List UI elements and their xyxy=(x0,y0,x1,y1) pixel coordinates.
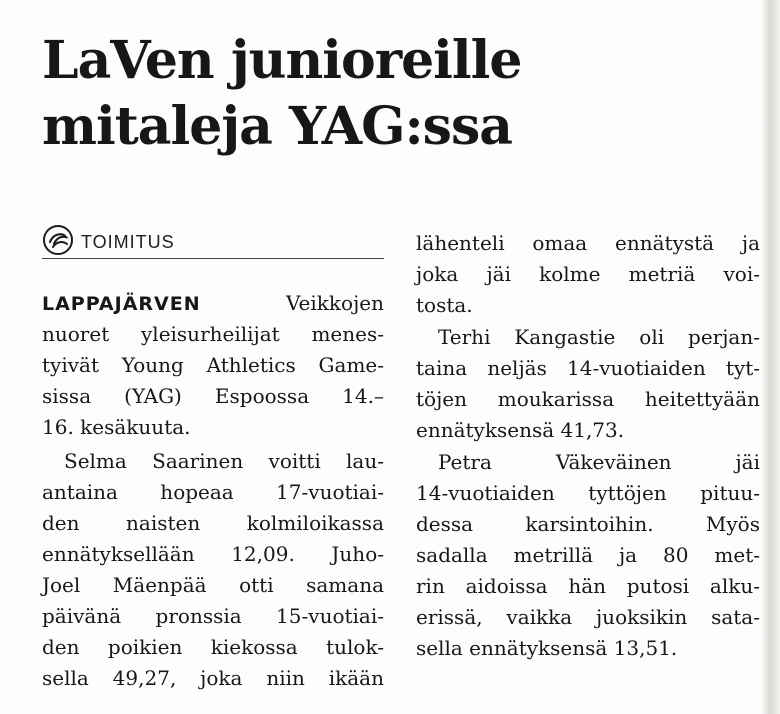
column-1-line-12: sella 49,27, joka niin ikään xyxy=(42,666,384,690)
column-1-line-8: ennätyksellään 12,09. Juho- xyxy=(42,542,384,566)
toimitus-logo-icon xyxy=(42,224,74,256)
column-1-line-2: tyivät Young Athletics Game- xyxy=(42,353,384,377)
column-1-line-1: nuoret yleisurheilijat menes- xyxy=(42,322,384,346)
column-1-line-3: sissa (YAG) Espoossa 14.– xyxy=(42,384,384,408)
column-2-line-8: 14-vuotiaiden tyttöjen pituu- xyxy=(416,481,760,505)
column-1-line-0-text: Veikkojen xyxy=(285,291,384,315)
column-1-line-11: den poikien kiekossa tulok- xyxy=(42,635,384,659)
dateline: LAPPAJÄRVEN xyxy=(42,293,201,315)
column-1-line-6: antaina hopeaa 17-vuotiai- xyxy=(42,480,384,504)
column-2-line-12: erissä, vaikka juoksikin sata- xyxy=(416,605,760,629)
column-2-line-2: tosta. xyxy=(416,293,473,317)
column-2-line-0: lähenteli omaa ennätystä ja xyxy=(416,231,760,255)
byline-text: TOIMITUS xyxy=(81,232,175,252)
article-headline xyxy=(42,28,742,160)
headline-line-1: LaVen junioreille xyxy=(42,30,522,91)
column-2-line-6: ennätyksensä 41,73. xyxy=(416,418,625,442)
column-2-line-11: rin aidoissa hän putosi alku- xyxy=(416,574,760,598)
scan-edge-shadow xyxy=(762,0,780,714)
column-1-line-0 xyxy=(42,288,384,319)
column-1-line-10: päivänä pronssia 15-vuotiai- xyxy=(42,604,384,628)
column-2-line-9: dessa karsintoihin. Myös xyxy=(416,512,760,536)
column-2-line-13: sella ennätyksensä 13,51. xyxy=(416,636,678,660)
byline xyxy=(42,224,384,259)
column-1-line-7: den naisten kolmiloikassa xyxy=(42,511,384,535)
column-2-line-4: taina neljäs 14-vuotiaiden tyt- xyxy=(416,356,760,380)
column-2-line-1: joka jäi kolme metriä voi- xyxy=(416,262,760,286)
column-1-line-5: Selma Saarinen voitti lau- xyxy=(64,449,384,473)
column-1-line-9: Joel Mäenpää otti samana xyxy=(42,573,384,597)
column-1-line-4: 16. kesäkuuta. xyxy=(42,415,191,439)
headline-line-2: mitaleja YAG:ssa xyxy=(42,96,512,157)
column-2-line-5: töjen moukarissa heitettyään xyxy=(416,387,760,411)
column-2-line-7: Petra Väkeväinen jäi xyxy=(438,450,760,474)
column-2-line-10: sadalla metrillä ja 80 met- xyxy=(416,543,760,567)
column-2-line-3: Terhi Kangastie oli perjan- xyxy=(438,325,760,349)
